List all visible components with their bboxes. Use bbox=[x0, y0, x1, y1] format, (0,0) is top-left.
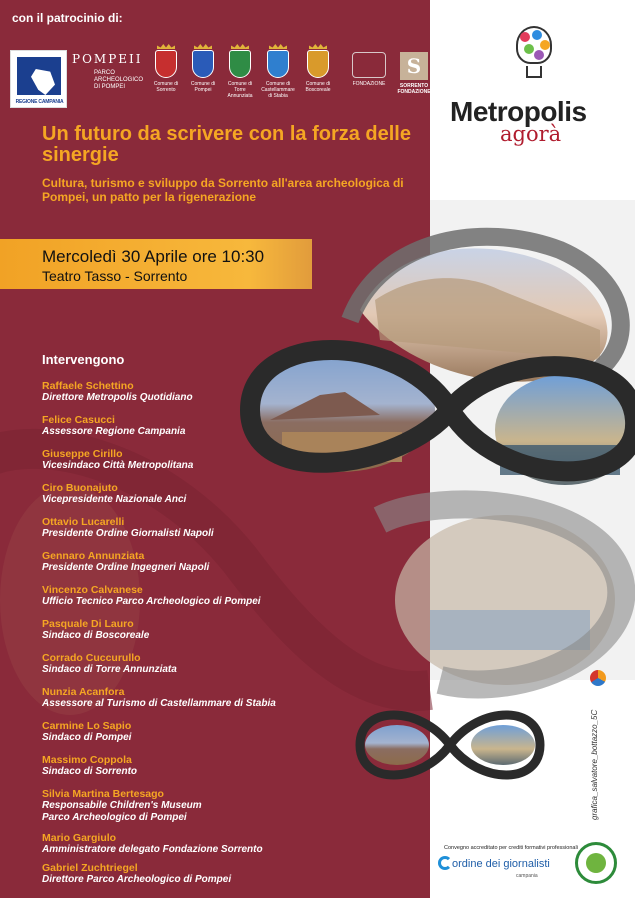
speaker-name: Pasquale Di Lauro bbox=[42, 618, 134, 630]
speaker-item bbox=[42, 516, 342, 540]
event-venue: Teatro Tasso - Sorrento bbox=[42, 268, 188, 284]
crest-castellammare bbox=[260, 44, 296, 99]
speaker-role: Vicesindaco Città Metropolitana bbox=[42, 460, 194, 471]
speaker-name: Felice Casucci bbox=[42, 414, 115, 426]
speaker-name: Vincenzo Calvanese bbox=[42, 584, 143, 596]
speaker-name: Ottavio Lucarelli bbox=[42, 516, 125, 528]
speaker-item bbox=[42, 584, 342, 608]
crest-label: Comune di Boscoreale bbox=[305, 81, 331, 93]
graphic-credit: grafica_salvatore_bottazzo_5C bbox=[590, 709, 599, 820]
speaker-item bbox=[42, 380, 342, 404]
speaker-name: Massimo Coppola bbox=[42, 754, 132, 766]
odg-name: ordine dei giornalisti bbox=[452, 858, 550, 870]
lightbulb-gears-icon bbox=[508, 22, 560, 84]
sponsor-logos bbox=[10, 44, 430, 114]
headline-title: Un futuro da scrivere con la forza delle sinergie bbox=[42, 123, 411, 166]
speaker-role: Direttore Parco Archeologico di Pompei bbox=[42, 874, 232, 885]
sorrento-letter: S bbox=[400, 52, 428, 80]
speaker-item bbox=[42, 618, 342, 642]
speaker-item bbox=[42, 448, 342, 472]
headline-subtitle: Cultura, turismo e sviluppo da Sorrento all'area archeologica di Pompei, un patto per la rigenerazione bbox=[42, 176, 404, 204]
shield-icon bbox=[267, 50, 289, 78]
speaker-name: Giuseppe Cirillo bbox=[42, 448, 123, 460]
speaker-item bbox=[42, 414, 342, 438]
shield-icon bbox=[192, 50, 214, 78]
speaker-item bbox=[42, 720, 342, 744]
shield-icon bbox=[229, 50, 251, 78]
speaker-item bbox=[42, 832, 342, 856]
speaker-name: Gabriel Zuchtriegel bbox=[42, 862, 138, 874]
odg-sub: campania bbox=[516, 873, 538, 879]
pompeii-name: POMPEII bbox=[72, 52, 143, 66]
speaker-name: Ciro Buonajuto bbox=[42, 482, 118, 494]
crest-label: Comune di Pompei bbox=[190, 81, 216, 93]
event-date: Mercoledì 30 Aprile ore 10:30 bbox=[42, 247, 265, 266]
odg-logo-icon bbox=[438, 856, 452, 870]
speaker-role: Ufficio Tecnico Parco Archeologico di Pompei bbox=[42, 596, 261, 607]
small-infinity bbox=[360, 715, 540, 775]
sponsors-title: con il patrocinio di: bbox=[12, 11, 123, 25]
speaker-role: Direttore Metropolis Quotidiano bbox=[42, 392, 193, 403]
crest-label: Comune di Torre Annunziata bbox=[227, 81, 253, 99]
ingegneri-logo-icon bbox=[575, 842, 617, 884]
speaker-role: Assessore Regione Campania bbox=[42, 426, 186, 437]
shield-icon bbox=[155, 50, 177, 78]
speaker-item bbox=[42, 862, 342, 886]
speaker-role: Presidente Ordine Ingegneri Napoli bbox=[42, 562, 210, 573]
brand-subtitle: agorà bbox=[500, 122, 562, 146]
sorrento-fondazione-label: SORRENTO FONDAZIONE bbox=[397, 83, 431, 95]
speaker-role: Sindaco di Pompei bbox=[42, 732, 132, 743]
speaker-name: Corrado Cuccurullo bbox=[42, 652, 141, 664]
speaker-role: Sindaco di Torre Annunziata bbox=[42, 664, 177, 675]
speakers-heading: Intervengono bbox=[42, 352, 125, 367]
speaker-item bbox=[42, 754, 342, 778]
sorrento-fondazione-logo bbox=[396, 52, 432, 95]
regione-campania-logo bbox=[10, 50, 67, 108]
speaker-item bbox=[42, 652, 342, 676]
speaker-role: Sindaco di Boscoreale bbox=[42, 630, 150, 641]
speaker-role: Vicepresidente Nazionale Anci bbox=[42, 494, 187, 505]
crest-label: Comune di Sorrento bbox=[153, 81, 179, 93]
speaker-name: Raffaele Schettino bbox=[42, 380, 134, 392]
speaker-role: Sindaco di Sorrento bbox=[42, 766, 138, 777]
speaker-item bbox=[42, 686, 342, 710]
speaker-name: Nunzia Acanfora bbox=[42, 686, 125, 698]
regione-label: REGIONE CAMPANIA bbox=[15, 99, 64, 105]
speaker-item bbox=[42, 482, 342, 506]
crest-torre-annunziata bbox=[222, 44, 258, 99]
fondazione-logo bbox=[348, 52, 390, 87]
speaker-item bbox=[42, 550, 342, 574]
fondazione-label: FONDAZIONE bbox=[352, 81, 386, 87]
shield-icon bbox=[307, 50, 329, 78]
speaker-name: Carmine Lo Sapio bbox=[42, 720, 132, 732]
crest-sorrento bbox=[148, 44, 184, 93]
accreditation-note: Convegno accreditato per crediti formativi professionali bbox=[444, 845, 578, 851]
speaker-role: Presidente Ordine Giornalisti Napoli bbox=[42, 528, 214, 539]
speaker-item bbox=[42, 788, 232, 824]
speaker-role: Amministratore delegato Fondazione Sorrento bbox=[42, 844, 263, 855]
crest-pompei bbox=[185, 44, 221, 93]
speaker-name: Gennaro Annunziata bbox=[42, 550, 145, 562]
speaker-role: Assessore al Turismo di Castellammare di Stabia bbox=[42, 698, 276, 709]
brand-title: Metropolis bbox=[450, 96, 587, 127]
pompeii-sub: PARCO ARCHEOLOGICO DI POMPEI bbox=[94, 70, 144, 90]
speaker-role: Responsabile Children's Museum Parco Archeologico di Pompei bbox=[42, 800, 202, 823]
credit-logo-icon bbox=[590, 670, 606, 686]
crest-boscoreale bbox=[300, 44, 336, 93]
crest-label: Comune di Castellammare di Stabia bbox=[261, 81, 295, 99]
speaker-name: Silvia Martina Bertesago bbox=[42, 788, 164, 800]
pompeii-logo bbox=[72, 52, 148, 104]
speaker-name: Mario Gargiulo bbox=[42, 832, 117, 844]
date-banner bbox=[0, 239, 312, 289]
